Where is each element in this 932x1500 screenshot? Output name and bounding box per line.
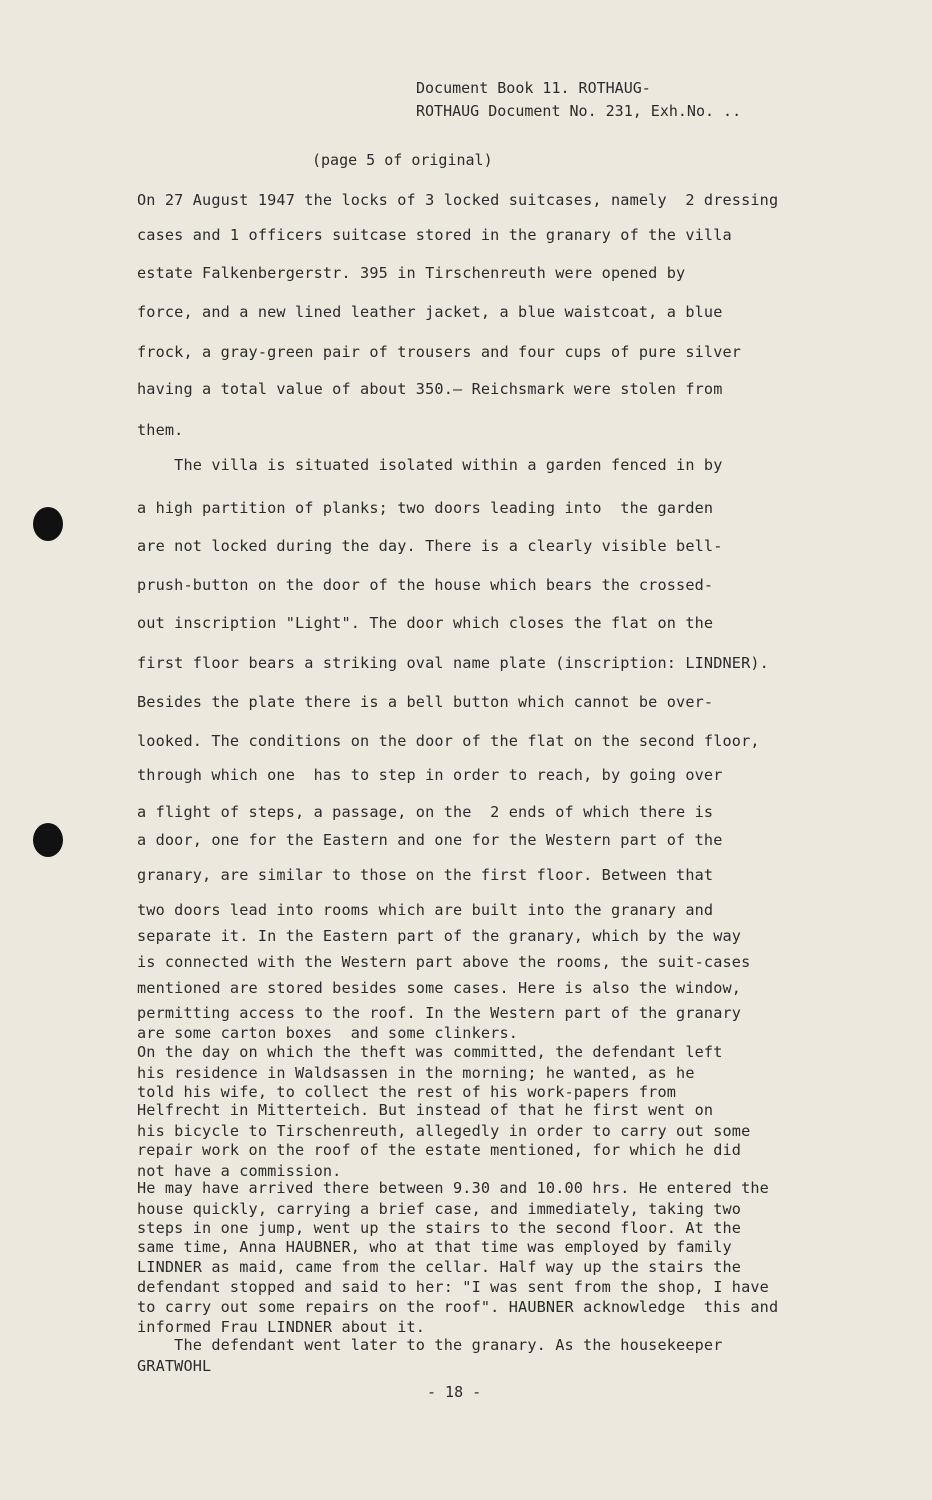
header-line-2: ROTHAUG Document No. 231, Exh.No. .. (416, 102, 742, 120)
body-line: granary, are similar to those on the first floor. Between that (137, 866, 714, 884)
body-line: separate it. In the Eastern part of the granary, which by the way (137, 927, 742, 945)
punch-hole-bottom (33, 823, 63, 857)
body-line: The villa is situated isolated within a garden fenced in by (137, 456, 723, 474)
body-line: are not locked during the day. There is a clearly visible bell- (137, 537, 723, 555)
body-line: out inscription "Light". The door which closes the flat on the (137, 614, 714, 632)
body-line: told his wife, to collect the rest of his work-papers from (137, 1083, 677, 1101)
body-line: looked. The conditions on the door of the flat on the second floor, (137, 732, 760, 750)
body-line: steps in one jump, went up the stairs to the second floor. At the (137, 1219, 742, 1237)
body-line: two doors lead into rooms which are built into the granary and (137, 901, 714, 919)
page-reference: (page 5 of original) (312, 151, 493, 169)
body-line: prush-button on the door of the house which bears the crossed- (137, 576, 714, 594)
body-line: mentioned are stored besides some cases. Here is also the window, (137, 979, 742, 997)
body-line: first floor bears a striking oval name plate (inscription: LINDNER). (137, 654, 769, 672)
body-line: them. (137, 421, 184, 439)
body-line: Besides the plate there is a bell button which cannot be over- (137, 693, 714, 711)
body-line: through which one has to step in order to reach, by going over (137, 766, 723, 784)
body-line: informed Frau LINDNER about it. (137, 1318, 426, 1336)
body-line: GRATWOHL (137, 1357, 212, 1375)
body-line: same time, Anna HAUBNER, who at that time was employed by family (137, 1238, 732, 1256)
body-line: frock, a gray-green pair of trousers and four cups of pure silver (137, 343, 742, 361)
body-line: house quickly, carrying a brief case, and immediately, taking two (137, 1200, 742, 1218)
body-line: He may have arrived there between 9.30 and 10.00 hrs. He entered the (137, 1179, 769, 1197)
body-line: his bicycle to Tirschenreuth, allegedly in order to carry out some (137, 1122, 751, 1140)
header-line-1: Document Book 11. ROTHAUG- (416, 79, 651, 97)
page-number: - 18 - (427, 1383, 482, 1401)
body-line: defendant stopped and said to her: "I was sent from the shop, I have (137, 1278, 769, 1296)
body-line: his residence in Waldsassen in the morning; he wanted, as he (137, 1064, 695, 1082)
body-line: LINDNER as maid, came from the cellar. Half way up the stairs the (137, 1258, 742, 1276)
body-line: force, and a new lined leather jacket, a blue waistcoat, a blue (137, 303, 723, 321)
body-line: On 27 August 1947 the locks of 3 locked suitcases, namely 2 dressing (137, 191, 779, 209)
body-line: a flight of steps, a passage, on the 2 ends of which there is (137, 803, 714, 821)
body-line: not have a commission. (137, 1162, 342, 1180)
body-line: On the day on which the theft was committed, the defendant left (137, 1043, 723, 1061)
punch-hole-top (33, 507, 63, 541)
body-line: cases and 1 officers suitcase stored in the granary of the villa (137, 226, 732, 244)
body-line: is connected with the Western part above the rooms, the suit-cases (137, 953, 751, 971)
body-line: repair work on the roof of the estate mentioned, for which he did (137, 1141, 742, 1159)
body-line: permitting access to the roof. In the Western part of the granary (137, 1004, 742, 1022)
body-line: are some carton boxes and some clinkers. (137, 1024, 519, 1042)
body-line: estate Falkenbergerstr. 395 in Tirschenreuth were opened by (137, 264, 686, 282)
body-line: The defendant went later to the granary. As the housekeeper (137, 1336, 723, 1354)
body-line: a high partition of planks; two doors leading into the garden (137, 499, 714, 517)
body-line: having a total value of about 350.— Reichsmark were stolen from (137, 380, 723, 398)
body-line: to carry out some repairs on the roof". HAUBNER acknowledge this and (137, 1298, 779, 1316)
body-line: a door, one for the Eastern and one for the Western part of the (137, 831, 723, 849)
body-line: Helfrecht in Mitterteich. But instead of that he first went on (137, 1101, 714, 1119)
